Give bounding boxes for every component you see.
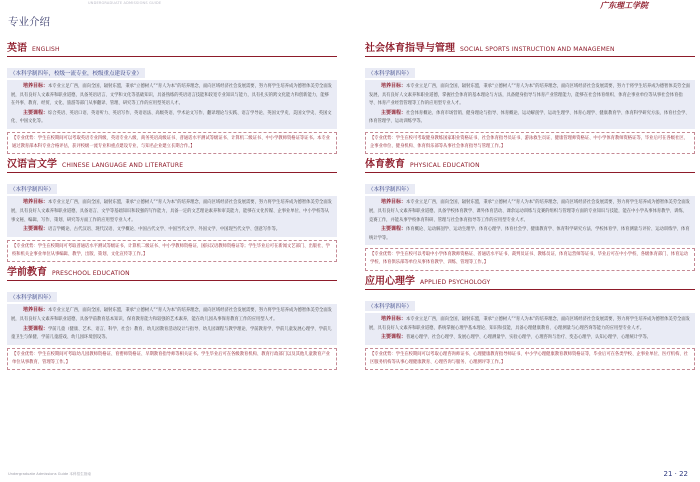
major-description-panel xyxy=(7,80,337,129)
major-name-cn: 学前教育 xyxy=(7,267,47,279)
major-advantage-box xyxy=(7,132,337,155)
main-courses-text: 学前儿童（健康、艺术、语言、科学、社会）教育、幼儿园教育活动设计与指导、幼儿园课程与教学理论、学前教育学、学前儿童发展心理学、学前儿童卫生与保健、学前儿童游戏、幼儿园环境创设等。 xyxy=(11,326,332,341)
major-advantage-text: 【专业优势：学生在校期间可考取幼儿园教师资格证、育婴师资格证、早期教育指导师等相关证书。学生毕业后可在各级教育机构、教育行政部门以及其他儿童教育产业单位从事教育、管理等工作。】 xyxy=(12,351,330,365)
main-courses-text: 普通心理学、社会心理学、发展心理学、心理测量学、实验心理学、心理咨询与治疗、变态心理学、认知心理学、心理统计学等。 xyxy=(406,334,651,340)
main-courses xyxy=(369,225,691,243)
main-courses-label: 主要课程： xyxy=(381,225,407,232)
footer-guide-label: Undergraduate Admissions Guide 本科招生指南 xyxy=(8,472,91,476)
main-courses-label: 主要课程： xyxy=(381,333,407,340)
main-courses-label: 主要课程： xyxy=(381,109,407,116)
major-name-cn: 英语 xyxy=(7,43,27,54)
section-heading xyxy=(365,277,695,287)
page-numbers: 21 · 22 xyxy=(663,470,688,478)
training-goal xyxy=(369,82,691,109)
section-divider xyxy=(365,56,695,57)
major-tag: （本科学制四年） xyxy=(365,68,415,78)
major-advantage-text: 【专业优势：学生在校可以考取中小学体育教师资格证、普通话水平证书、裁判员证书、教练员证、体育运营师等证书，毕业后可在中小学校、各级体育部门、体育运动学校、体育俱乐部等单位从事体育教学、训练、管理等工作。】 xyxy=(370,252,688,266)
major-description-panel xyxy=(365,80,695,129)
main-courses xyxy=(11,225,333,235)
major-name-en: ENGLISH xyxy=(32,46,60,53)
main-courses-text: 社会体育概论、体育市场营销、健身理论与指导、体育概论、运动解剖学、运动生理学、体育心理学、健康教育学、体育科学研究方法、体育社会学、体育管理学、运动训练学等。 xyxy=(369,110,690,125)
major-advantage-box xyxy=(365,348,695,371)
major-advantage-text: 【专业优势：学生在校期间可以考取心理咨询师证书、心理健康教育指导师证书、中小学心理健康教育教师资格证等，毕业后可在各类学校、企事业单位、医疗机构、社区服务机构等从事心理健康教育、心理咨询与服务、心理测评等工作。】 xyxy=(370,351,688,365)
major-tag: （本科学制四年） xyxy=(365,301,415,311)
major-name-en: PHYSICAL EDUCATION xyxy=(410,162,480,170)
major-advantage-box xyxy=(365,248,695,271)
section-divider xyxy=(7,280,337,281)
major-description-panel xyxy=(365,196,695,245)
top-bar xyxy=(0,0,700,8)
training-goal-text: 本专业立足广西，面向全国，辐射东盟，秉承“立德树人”“育人为本”的培养理念，面向区域经济社会发展需要，努力将学生培养成为德智体美劳全面发展，具有良好人文素养和职业道德，具备学前教育基本知识、保育教育能力和较强的艺术素养，能在幼儿园从事保育教育工作的应用型人才。 xyxy=(11,308,332,323)
major-advantage-box xyxy=(7,240,337,263)
major-tag: （本科学制四年，校级一流专业，校级重点建设专业） xyxy=(7,68,145,78)
right-column xyxy=(365,44,695,376)
major-description-panel xyxy=(7,304,337,344)
major-advantage-text: 【专业优势：学生在校可考取健身教练国家职业资格证书、社会体育指导员证书、游泳救生员证、健康管理师资格证、中小学体育教师资格证等，毕业后可在各级社区、企事业单位、健身机构、体育俱乐部等从事社会体育指导与管理工作。】 xyxy=(370,135,688,149)
training-goal-text: 本专业立足广西，面向全国，辐射东盟，秉承“立德树人”“育人为本”的培养理念，面向区域经济社会发展需要，努力将学生培养成为德智体美劳全面发展，具有良好人文素养和职业道德，具备语言、文学等基础知识和较强的写作能力，具备一定的文艺理论素养和审美能力，能够在文化传媒、企事业单位、中小学校等从事文秘、编辑、写作、策划、研究等方面工作的应用型专业人才。 xyxy=(11,200,332,223)
main-courses-label: 主要课程： xyxy=(23,325,49,332)
main-courses-text: 综合英语、英语口语、英语听力、英语写作、英语语法、高级英语、学术论文写作、翻译理论与实践、语言学导论、英国文学史、美国文学史、英国文化、中国文化等。 xyxy=(11,110,332,125)
major-name-cn: 应用心理学 xyxy=(365,275,415,287)
training-goal xyxy=(11,198,333,225)
main-courses xyxy=(369,333,691,343)
section-heading xyxy=(365,44,695,54)
main-courses-text: 语言学概论、古代汉语、现代汉语、文学概论、中国古代文学、中国当代文学、外国文学、中国现当代文学、创意写作等。 xyxy=(48,226,281,232)
major-section-english xyxy=(7,44,337,154)
major-advantage-text: 【专业优势：学生在校期间可考取普通话水平测试等级证书、计算机二级证书、中小学教师资格证、国际汉语教师资格证等；学生毕业后可在新闻文艺部门、出版社、学校和机关企事业单位从事编辑、教学、出版、策划、文化宣传等工作。】 xyxy=(12,243,330,257)
major-name-en: CHINESE LANGUAGE AND LITERATURE xyxy=(62,162,184,170)
training-goal-label: 培养目标： xyxy=(381,315,407,322)
training-goal xyxy=(11,306,333,324)
major-section-chinese-literature xyxy=(7,160,337,262)
training-goal-text: 本专业立足广西，面向全国，辐射东盟，秉承“立德树人”“育人为本”的培养理念，面向区域经济社会发展需要，努力于将学生培养成为德智体美劳全面发展，具有良好人文素养和职业道德，掌握社会体育的基本理论与方法，具备健身指导与体育产业管理能力，能够在社会体育组织、体育企事业单位等从事社会体育指导、体育产业经营管理等工作的应用型专业人才。 xyxy=(369,84,690,107)
header-guide-label: UNDERGRADUATE ADMISSIONS GUIDE xyxy=(88,1,162,5)
section-divider xyxy=(365,289,695,290)
major-advantage-box xyxy=(365,132,695,155)
page-title: 专业介绍 xyxy=(8,16,50,28)
section-divider xyxy=(365,172,695,173)
section-heading xyxy=(7,44,337,54)
training-goal xyxy=(369,198,691,225)
major-tag: （本科学制四年） xyxy=(7,184,57,194)
main-courses xyxy=(369,109,691,127)
training-goal-label: 培养目标： xyxy=(23,83,49,89)
major-advantage-box xyxy=(7,348,337,371)
major-name-cn: 体育教育 xyxy=(365,159,405,171)
training-goal-text: 本专业立足广西，面向全国，辐射东盟，秉承“立德树人”“育人为本”的培养理念，面向区域经济社会发展需要，努力将学生培养成为德智体美劳全面发展，具有良好人文素养和职业道德，具备英语语言、文学和文化等基础知识，具备熟练的英语语言技能和较宽专业知识与能力，具有扎实的跨文化能力和创新能力，能够在外事、教育、经贸、文化、旅游等部门从事翻译、管理、研究等工作的应用型英语人才。 xyxy=(11,84,332,107)
major-advantage-text: 【专业优势：学生在校期间可以考取英语专业四级、英语专业八级、商务英语高级证书、普通话水平测试等级证书、计算机二级证书、中小学教师资格证等证书。本专业通过教育部本科专业合格评估，获评校级一流专业和重点建设专业，与知名企业建立长期合作。】 xyxy=(12,135,330,149)
major-section-physical-education xyxy=(365,160,695,270)
training-goal-text: 本专业立足广西，面向全国，辐射东盟，秉承“立德树人”“育人为本”的培养理念，面向区域经济社会发展需要，努力将学生培养成为德智体美劳全面发展，具有良好人文素养和职业道德，具备学校体育教学、课外体育活动、课余运动训练与竞赛的组织与管理等方面的专业知识与技能，能在中小学从事体育教学、训练、竞赛工作，并能从事学校体育科研、管理与社会体育指导等工作的应用型专业人才。 xyxy=(369,200,690,223)
training-goal xyxy=(11,82,333,109)
major-name-cn: 社会体育指导与管理 xyxy=(365,43,455,54)
main-courses xyxy=(11,109,333,127)
major-tag: （本科学制四年） xyxy=(365,184,415,194)
training-goal-label: 培养目标： xyxy=(23,307,49,314)
training-goal-label: 培养目标： xyxy=(381,199,407,206)
section-divider xyxy=(7,172,337,173)
section-heading xyxy=(7,268,337,278)
major-name-en: PRESCHOOL EDUCATION xyxy=(52,270,130,278)
main-courses-label: 主要课程： xyxy=(23,109,49,116)
major-description-panel xyxy=(7,196,337,236)
training-goal-label: 培养目标： xyxy=(23,199,49,206)
training-goal-label: 培养目标： xyxy=(381,83,407,89)
section-divider xyxy=(7,56,337,57)
major-section-applied-psychology xyxy=(365,277,695,371)
major-section-preschool-education xyxy=(7,268,337,370)
main-courses xyxy=(11,325,333,343)
section-heading xyxy=(7,160,337,170)
major-name-en: APPLIED PSYCHOLOGY xyxy=(420,278,491,286)
section-heading xyxy=(365,160,695,170)
major-description-panel xyxy=(365,313,695,345)
main-courses-text: 体育概论、运动解剖学、运动生理学、体育心理学、体育社会学、健康教育学、体育科学研究方法、学校体育学、体育测量与评价、运动训练学、体育统计学等。 xyxy=(369,226,690,241)
major-section-social-sports xyxy=(365,44,695,154)
left-column xyxy=(7,44,337,376)
training-goal xyxy=(369,315,691,333)
major-tag: （本科学制四年） xyxy=(7,292,57,302)
school-logo-text: 广东理工学院 xyxy=(600,0,648,10)
major-name-en: SOCIAL SPORTS INSTRUCTION AND MANAGEMEN xyxy=(460,46,615,53)
major-name-cn: 汉语言文学 xyxy=(7,159,57,171)
training-goal-text: 本专业立足广西，面向全国，辐射东盟，秉承“立德树人”“育人为本”的培养理念，面向区域经济社会发展需要，努力将学生培养成为德智体美劳全面发展，具有良好人文素养和职业道德，系统掌握心理学基本理论、知识和技能，具备心理健康教育、心理测量与心理咨询等能力的应用型专业人才。 xyxy=(369,316,690,331)
main-courses-label: 主要课程： xyxy=(23,225,49,232)
